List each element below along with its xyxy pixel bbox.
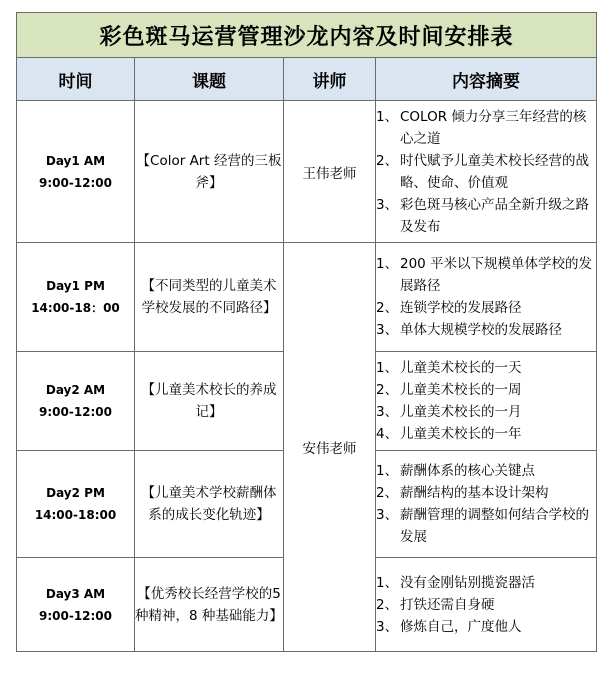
summary-number: 1、: [376, 360, 399, 376]
summary-text: COLOR 倾力分享三年经营的核心之道: [400, 108, 587, 147]
table-row: [17, 101, 597, 243]
summary-item: [376, 150, 596, 194]
summary-number: 1、: [376, 574, 399, 591]
topic-cell: 【优秀校长经营学校的5 种精神，8 种基础能力】: [135, 558, 284, 652]
summary-item: [376, 379, 596, 401]
time-cell: [17, 558, 135, 652]
summary-number: 2、: [376, 485, 399, 501]
summary-text: 儿童美术校长的一月: [400, 404, 522, 420]
session-day: Day3 AM: [45, 586, 106, 601]
summary-text: 时代赋予儿童美术校长经营的战略、使命、价值观: [400, 152, 589, 191]
summary-text: 单体大规模学校的发展路径: [400, 322, 562, 338]
topic-cell: 【儿童美术学校薪酬体系的成长变化轨迹】: [135, 451, 284, 558]
summary-text: 薪酬管理的调整如何结合学校的发展: [400, 507, 589, 545]
topic-cell: 【Color Art 经营的三板斧】: [135, 101, 284, 243]
session-day: Day1 AM: [45, 153, 106, 168]
time-cell: [17, 101, 135, 243]
header-summary: 内容摘要: [376, 58, 597, 101]
summary-text: 打铁还需自身硬: [400, 596, 495, 613]
summary-number: 1、: [376, 108, 399, 125]
summary-number: 4、: [376, 426, 399, 442]
summary-text: 连锁学校的发展路径: [400, 300, 522, 316]
summary-item: [376, 504, 596, 548]
table-row: [17, 243, 597, 352]
summary-number: 3、: [376, 322, 399, 338]
session-hours: 14:00-18:00: [34, 508, 117, 522]
summary-item: [376, 401, 596, 423]
header-topic: 课题: [135, 58, 284, 101]
summary-number: 3、: [376, 507, 399, 523]
summary-item: [376, 572, 596, 594]
session-day: Day2 PM: [46, 486, 105, 500]
summary-item: [376, 616, 596, 638]
session-day: Day2 AM: [45, 383, 106, 397]
summary-item: [376, 460, 596, 482]
summary-item: [376, 297, 596, 319]
time-cell: [17, 243, 135, 352]
summary-text: 彩色斑马核心产品全新升级之路及发布: [400, 196, 589, 235]
teacher-cell: 安伟老师: [284, 243, 376, 652]
summary-number: 1、: [376, 463, 399, 479]
session-hours: 9:00-12:00: [38, 175, 113, 190]
summary-number: 3、: [376, 404, 399, 420]
summary-cell: [376, 558, 597, 652]
topic-cell: 【不同类型的儿童美术学校发展的不同路径】: [135, 243, 284, 352]
summary-item: [376, 106, 596, 150]
session-hours: 14:00-18：00: [31, 301, 120, 315]
summary-number: 2、: [376, 300, 399, 316]
header-teacher: 讲师: [284, 58, 376, 101]
session-hours: 9:00-12:00: [38, 405, 113, 419]
summary-item: [376, 423, 596, 445]
topic-cell: 【儿童美术校长的养成记】: [135, 352, 284, 451]
summary-number: 3、: [376, 618, 399, 635]
summary-text: 薪酬结构的基本设计架构: [400, 485, 549, 501]
summary-text: 薪酬体系的核心关键点: [400, 463, 535, 479]
summary-item: [376, 594, 596, 616]
summary-cell: [376, 243, 597, 352]
summary-cell: [376, 352, 597, 451]
summary-item: [376, 482, 596, 504]
session-day: Day1 PM: [46, 279, 105, 293]
summary-text: 儿童美术校长的一周: [400, 382, 522, 398]
summary-number: 1、: [376, 256, 399, 272]
session-hours: 9:00-12:00: [38, 608, 113, 623]
summary-text: 儿童美术校长的一天: [400, 360, 522, 376]
time-cell: [17, 352, 135, 451]
time-cell: [17, 451, 135, 558]
summary-text: 儿童美术校长的一年: [400, 426, 522, 442]
summary-item: [376, 194, 596, 238]
summary-number: 3、: [376, 196, 399, 213]
header-time: 时间: [17, 58, 135, 101]
summary-item: [376, 357, 596, 379]
summary-text: 200 平米以下规模单体学校的发展路径: [400, 256, 593, 294]
summary-text: 没有金刚钻别揽瓷器活: [400, 574, 535, 591]
summary-item: [376, 253, 596, 297]
summary-number: 2、: [376, 152, 399, 169]
summary-text: 修炼自己，广度他人: [400, 618, 522, 635]
summary-cell: [376, 101, 597, 243]
teacher-cell: 王伟老师: [284, 101, 376, 243]
summary-number: 2、: [376, 596, 399, 613]
summary-number: 2、: [376, 382, 399, 398]
summary-item: [376, 319, 596, 341]
table-title: 彩色斑马运营管理沙龙内容及时间安排表: [17, 13, 597, 58]
summary-cell: [376, 451, 597, 558]
schedule-table: [16, 12, 597, 652]
